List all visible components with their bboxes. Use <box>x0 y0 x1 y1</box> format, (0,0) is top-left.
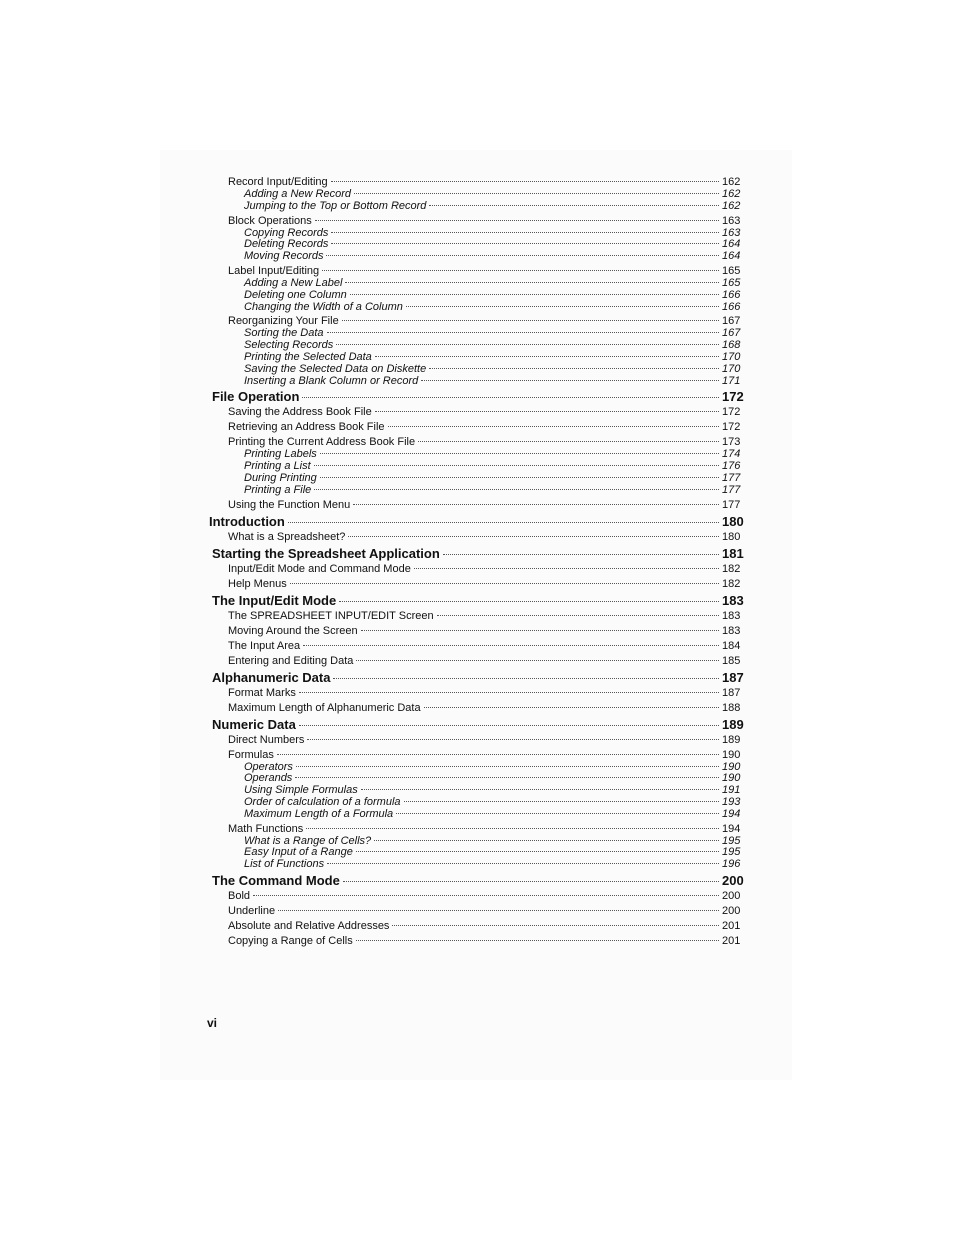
toc-subentry <box>0 364 742 376</box>
toc-entry-title: What is a Range of Cells? <box>244 834 372 847</box>
toc-entry <box>0 639 742 653</box>
toc-entry-title: The SPREADSHEET INPUT/EDIT Screen <box>228 609 434 622</box>
toc-entry-title: Using the Function Menu <box>228 498 351 511</box>
toc-entry-title: Numeric Data <box>212 716 296 732</box>
dot-leader <box>315 220 719 221</box>
toc-page-number: 164 <box>722 238 741 251</box>
toc-entry-title: Reorganizing Your File <box>228 315 339 328</box>
dot-leader <box>320 453 719 454</box>
toc-entry-title: Printing Labels <box>244 448 317 461</box>
dot-leader <box>303 645 719 646</box>
dot-leader <box>361 789 719 790</box>
toc-page-number: 168 <box>722 339 741 352</box>
toc-page-number: 193 <box>722 795 741 808</box>
toc-entry-title: What is a Spreadsheet? <box>228 530 346 543</box>
dot-leader <box>290 583 719 584</box>
toc-subentry <box>0 251 742 263</box>
toc-entry-title: Easy Input of a Range <box>244 846 353 859</box>
toc-page-number: 165 <box>722 264 741 277</box>
dot-leader <box>424 707 719 708</box>
dot-leader <box>353 504 719 505</box>
toc-page-number: 183 <box>722 592 744 608</box>
toc-page-number: 195 <box>722 846 741 859</box>
dot-leader <box>331 181 719 182</box>
toc-entry <box>0 822 742 836</box>
toc-subentry <box>0 485 742 497</box>
toc-page-number: 166 <box>722 288 741 301</box>
toc-page-number: 163 <box>722 214 741 227</box>
toc-entry-title: Record Input/Editing <box>228 176 328 188</box>
toc-page-number: 190 <box>722 760 741 773</box>
toc-page-number: 190 <box>722 772 741 785</box>
toc-entry <box>0 733 742 747</box>
dot-leader <box>307 739 719 740</box>
dot-leader <box>396 813 719 814</box>
toc-page-number: 188 <box>722 701 741 714</box>
toc-entry-title: Printing the Current Address Book File <box>228 436 416 449</box>
toc-page-number: 177 <box>722 471 741 484</box>
toc-entry <box>0 314 742 328</box>
toc-entry-title: Maximum Length of a Formula <box>244 807 394 820</box>
toc-entry-title: Alphanumeric Data <box>212 669 331 685</box>
toc-page-number: 182 <box>722 562 741 575</box>
dot-leader <box>336 344 719 345</box>
dot-leader <box>375 356 719 357</box>
toc-entry-title: The Input Area <box>228 639 301 652</box>
toc-page-number: 167 <box>722 327 741 340</box>
toc-entry-title: File Operation <box>212 389 300 405</box>
toc-section-heading <box>0 593 742 608</box>
toc-section-heading <box>0 514 742 529</box>
toc-entry-title: Math Functions <box>228 822 304 835</box>
toc-page-number: 180 <box>722 513 744 529</box>
toc-entry-title: Copying Records <box>244 226 329 239</box>
toc-entry-title: Jumping to the Top or Bottom Record <box>244 199 427 212</box>
dot-leader <box>339 601 719 602</box>
toc-entry-title: Sorting the Data <box>244 327 324 340</box>
dot-leader <box>314 489 719 490</box>
toc-page-number: 184 <box>722 639 741 652</box>
dot-leader <box>320 477 719 478</box>
toc-page-number: 162 <box>722 188 741 200</box>
toc-section-heading <box>0 670 742 685</box>
toc-subentry <box>0 859 742 871</box>
toc-entry-title: Using Simple Formulas <box>244 784 358 797</box>
toc-section-heading <box>0 873 742 888</box>
toc-subentry <box>0 797 742 809</box>
toc-entry-title: Retrieving an Address Book File <box>228 421 385 434</box>
dot-leader <box>404 801 719 802</box>
toc-entry-title: Input/Edit Mode and Command Mode <box>228 562 411 575</box>
toc-page-number: 177 <box>722 498 741 511</box>
toc-subentry <box>0 328 742 340</box>
toc-entry-title: Label Input/Editing <box>228 264 320 277</box>
toc-subentry <box>0 449 742 461</box>
dot-leader <box>388 426 719 427</box>
toc-page-number: 200 <box>722 904 741 917</box>
dot-leader <box>306 828 719 829</box>
toc-page-number: 194 <box>722 822 741 835</box>
dot-leader <box>343 881 719 882</box>
toc-entry-title: Entering and Editing Data <box>228 654 354 667</box>
toc-entry <box>0 686 742 700</box>
toc-entry-title: Moving Records <box>244 250 324 263</box>
toc-page-number: 163 <box>722 226 741 239</box>
dot-leader <box>356 660 719 661</box>
toc-page-number: 180 <box>722 530 741 543</box>
dot-leader <box>333 678 719 679</box>
toc-entry <box>0 214 742 228</box>
dot-leader <box>295 777 719 778</box>
toc-entry-title: Operands <box>244 772 293 785</box>
toc-page-number: 196 <box>722 858 741 871</box>
toc-page-number: 189 <box>722 716 744 732</box>
toc-entry-title: Saving the Selected Data on Diskette <box>244 362 427 375</box>
dot-leader <box>429 205 719 206</box>
dot-leader <box>374 840 719 841</box>
toc-page-number: 171 <box>722 374 741 387</box>
dot-leader <box>302 397 719 398</box>
dot-leader <box>278 910 719 911</box>
toc-entry-title: The Command Mode <box>212 872 340 888</box>
toc-page-number: 165 <box>722 276 741 289</box>
toc-page-number: 172 <box>722 406 741 419</box>
dot-leader <box>356 851 719 852</box>
page-number: vi <box>207 1016 218 1030</box>
toc-entry-title: Introduction <box>209 513 285 529</box>
toc-section-heading <box>0 546 742 561</box>
toc-subentry <box>0 473 742 485</box>
dot-leader <box>277 754 719 755</box>
toc-page-number: 166 <box>722 300 741 313</box>
toc-entry-title: Block Operations <box>228 214 312 227</box>
toc-page-number: 173 <box>722 436 741 449</box>
toc-page-number: 164 <box>722 250 741 263</box>
toc-page-number: 162 <box>722 176 741 188</box>
toc-page-number: 189 <box>722 733 741 746</box>
toc-section-heading <box>0 717 742 732</box>
toc-subentry <box>0 228 742 240</box>
toc-entry <box>0 530 742 544</box>
dot-leader <box>331 243 719 244</box>
toc-page-number: 174 <box>722 448 741 461</box>
toc-subentry <box>0 278 742 290</box>
toc-entry-title: Saving the Address Book File <box>228 406 372 419</box>
dot-leader <box>296 766 719 767</box>
toc-entry <box>0 609 742 623</box>
dot-leader <box>288 522 719 523</box>
toc-subentry <box>0 376 742 388</box>
toc-page-number: 200 <box>722 872 744 888</box>
toc-subentry <box>0 290 742 302</box>
toc-page-number: 183 <box>722 609 741 622</box>
toc-entry-title: Adding a New Label <box>244 276 343 289</box>
toc-subentry <box>0 239 742 251</box>
dot-leader <box>345 282 719 283</box>
toc-entry <box>0 577 742 591</box>
toc-page-number: 172 <box>722 421 741 434</box>
toc-page-number: 177 <box>722 483 741 496</box>
toc-entry-title: List of Functions <box>244 858 325 871</box>
dot-leader <box>361 630 719 631</box>
toc-page-number: 183 <box>722 624 741 637</box>
toc-entry-title: Printing a File <box>244 483 312 496</box>
toc-page-number: 182 <box>722 577 741 590</box>
toc-entry-title: Absolute and Relative Addresses <box>228 919 390 932</box>
toc-entry-title: Selecting Records <box>244 339 334 352</box>
dot-leader <box>418 441 719 442</box>
toc-page-number: 194 <box>722 807 741 820</box>
toc-entry <box>0 562 742 576</box>
toc-entry-title: Bold <box>228 889 251 902</box>
toc-entry-title: Operators <box>244 760 293 773</box>
dot-leader <box>327 863 719 864</box>
toc-subentry <box>0 201 742 213</box>
toc-entry-title: Order of calculation of a formula <box>244 795 401 808</box>
toc-page-number: 185 <box>722 654 741 667</box>
dot-leader <box>414 568 719 569</box>
dot-leader <box>421 380 719 381</box>
dot-leader <box>299 725 719 726</box>
toc-page-number: 162 <box>722 199 741 212</box>
toc-entry <box>0 904 742 918</box>
toc-page-number: 195 <box>722 834 741 847</box>
toc-page-number: 187 <box>722 686 741 699</box>
toc-entry-title: Inserting a Blank Column or Record <box>244 374 419 387</box>
toc-entry <box>0 654 742 668</box>
toc-page-number: 201 <box>722 919 741 932</box>
toc-entry <box>0 919 742 933</box>
dot-leader <box>437 615 719 616</box>
toc-entry <box>0 405 742 419</box>
toc-entry-title: Format Marks <box>228 686 296 699</box>
toc-subentry <box>0 836 742 848</box>
toc-page-number: 190 <box>722 748 741 761</box>
dot-leader <box>326 255 719 256</box>
toc-entry-title: Deleting one Column <box>244 288 347 301</box>
toc-entry <box>0 498 742 512</box>
toc-entry-title: Changing the Width of a Column <box>244 300 403 313</box>
toc-page-number: 170 <box>722 350 741 363</box>
dot-leader <box>356 940 719 941</box>
toc-subentry <box>0 773 742 785</box>
dot-leader <box>354 193 719 194</box>
dot-leader <box>443 554 719 555</box>
toc-subentry <box>0 461 742 473</box>
toc-entry-title: Adding a New Record <box>244 188 352 200</box>
toc-subentry <box>0 809 742 821</box>
toc-subentry <box>0 352 742 364</box>
toc-entry <box>0 420 742 434</box>
dot-leader <box>253 895 719 896</box>
dot-leader <box>429 368 719 369</box>
toc-entry-title: Formulas <box>228 748 274 761</box>
dot-leader <box>392 925 719 926</box>
toc-subentry <box>0 847 742 859</box>
toc-entry-title: Copying a Range of Cells <box>228 934 353 947</box>
dot-leader <box>348 536 719 537</box>
dot-leader <box>327 332 720 333</box>
toc-page-number: 181 <box>722 545 744 561</box>
toc-entry <box>0 889 742 903</box>
dot-leader <box>375 411 719 412</box>
toc-page-number: 172 <box>722 389 744 405</box>
dot-leader <box>342 320 719 321</box>
toc-entry-title: Underline <box>228 904 276 917</box>
toc-entry-title: The Input/Edit Mode <box>212 592 337 608</box>
toc-entry <box>0 934 742 948</box>
dot-leader <box>406 306 719 307</box>
toc-page-number: 191 <box>722 784 741 797</box>
toc-entry <box>0 435 742 449</box>
toc-entry-title: Help Menus <box>228 577 287 590</box>
dot-leader <box>314 465 719 466</box>
toc-entry-title: Deleting Records <box>244 238 329 251</box>
toc-entry-title: Moving Around the Screen <box>228 624 358 637</box>
toc-entry-title: Maximum Length of Alphanumeric Data <box>228 701 421 714</box>
dot-leader <box>331 232 719 233</box>
toc-entry-title: During Printing <box>244 471 317 484</box>
toc-page-number: 201 <box>722 934 741 947</box>
toc-entry <box>0 264 742 278</box>
toc-entry <box>0 748 742 762</box>
dot-leader <box>350 294 719 295</box>
toc-entry <box>0 175 742 189</box>
toc-subentry <box>0 762 742 774</box>
toc-entry-title: Printing a List <box>244 460 311 473</box>
table-of-contents <box>0 174 954 948</box>
toc-entry <box>0 701 742 715</box>
dot-leader <box>322 270 719 271</box>
toc-page-number: 187 <box>722 669 744 685</box>
dot-leader <box>299 692 719 693</box>
toc-entry-title: Starting the Spreadsheet Application <box>212 545 440 561</box>
toc-page-number: 176 <box>722 460 741 473</box>
toc-page-number: 170 <box>722 362 741 375</box>
toc-section-heading <box>0 389 742 404</box>
toc-page-number: 167 <box>722 315 741 328</box>
toc-entry-title: Printing the Selected Data <box>244 350 372 363</box>
toc-entry <box>0 624 742 638</box>
toc-page-number: 200 <box>722 889 741 902</box>
toc-entry-title: Direct Numbers <box>228 733 305 746</box>
toc-subentry <box>0 302 742 314</box>
